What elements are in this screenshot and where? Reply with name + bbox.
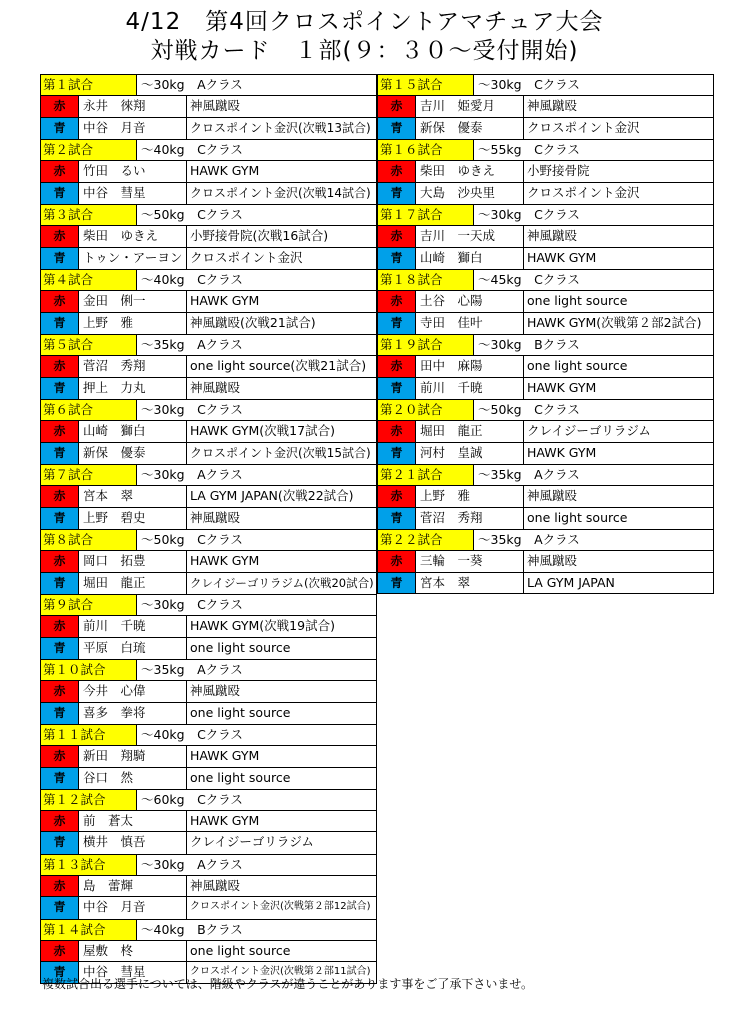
blue-fighter-team: one light source	[527, 509, 628, 525]
match-header	[41, 335, 376, 356]
red-corner-label: 赤	[41, 746, 79, 766]
red-corner-label: 赤	[378, 486, 416, 506]
red-fighter-name: 田中 麻陽	[416, 356, 524, 376]
blue-fighter-team: one light source	[190, 769, 291, 785]
blue-fighter-name: 新保 優泰	[416, 118, 524, 139]
red-fighter-team: LA GYM JAPAN(次戦22試合)	[190, 488, 354, 504]
match-header	[378, 205, 713, 226]
red-corner-label: 赤	[41, 96, 79, 116]
blue-fighter-team: クロスポイント金沢(次戦13試合)	[190, 120, 371, 135]
blue-corner-label: 青	[41, 508, 79, 529]
match-header	[41, 270, 376, 291]
blue-fighter-name: 横井 慎吾	[79, 832, 187, 853]
blue-fighter-team: クロスポイント金沢(次戦14試合)	[190, 185, 371, 200]
match-header	[378, 400, 713, 421]
red-fighter-name: 土谷 心陽	[416, 291, 524, 311]
blue-fighter-name: 上野 雅	[79, 313, 187, 334]
red-corner-row	[41, 421, 376, 442]
red-fighter-team: 神風蹴殴	[190, 878, 241, 894]
match-number: 第１３試合	[41, 855, 137, 875]
red-fighter-name: 屋敷 柊	[79, 941, 187, 961]
red-corner-row	[41, 96, 376, 117]
page-subtitle: 対戦カード １部(９：３０～受付開始)	[150, 38, 579, 64]
blue-corner-label: 青	[378, 378, 416, 399]
blue-fighter-name: 山崎 獅白	[416, 248, 524, 269]
red-corner-label: 赤	[378, 421, 416, 441]
match-class: ～30kg Aクラス	[141, 466, 243, 482]
red-fighter-team: one light source	[190, 943, 291, 959]
blue-corner-row	[378, 573, 713, 594]
match-card	[40, 399, 377, 464]
red-corner-label: 赤	[41, 356, 79, 376]
red-corner-row	[378, 291, 713, 312]
red-corner-row	[378, 356, 713, 377]
match-header	[378, 140, 713, 161]
blue-corner-label: 青	[41, 768, 79, 789]
red-corner-label: 赤	[41, 291, 79, 311]
match-number: 第１５試合	[378, 75, 474, 95]
blue-corner-label: 青	[378, 248, 416, 269]
red-corner-row	[41, 486, 376, 507]
red-fighter-team: one light source(次戦21試合)	[190, 358, 367, 374]
match-card	[377, 529, 714, 594]
match-header	[41, 920, 376, 941]
match-card	[40, 659, 377, 724]
red-corner-row	[41, 226, 376, 247]
blue-fighter-team: HAWK GYM(次戦第２部2試合)	[527, 314, 702, 330]
red-corner-label: 赤	[41, 421, 79, 441]
match-header	[378, 75, 713, 96]
red-corner-row	[41, 876, 376, 897]
blue-fighter-team: クロスポイント金沢(次戦第２部12試合)	[190, 901, 371, 913]
red-corner-label: 赤	[41, 616, 79, 636]
match-card	[40, 139, 377, 204]
match-header	[378, 335, 713, 356]
blue-corner-label: 青	[41, 638, 79, 659]
match-class: ～35kg Aクラス	[478, 466, 580, 482]
red-corner-row	[41, 616, 376, 637]
blue-corner-row	[378, 118, 713, 139]
match-card	[377, 74, 714, 139]
blue-corner-row	[378, 508, 713, 529]
blue-corner-label: 青	[41, 118, 79, 139]
match-number: 第７試合	[41, 465, 137, 485]
match-number: 第２試合	[41, 140, 137, 160]
blue-fighter-team: 神風蹴殴	[190, 379, 241, 395]
red-corner-label: 赤	[378, 551, 416, 571]
match-header	[378, 530, 713, 551]
match-header	[41, 855, 376, 876]
red-corner-row	[41, 941, 376, 962]
red-corner-label: 赤	[41, 811, 79, 831]
match-number: 第８試合	[41, 530, 137, 550]
blue-corner-label: 青	[41, 378, 79, 399]
blue-fighter-team: one light source	[190, 704, 291, 720]
red-fighter-name: 三輪 一葵	[416, 551, 524, 571]
red-fighter-team: HAWK GYM	[190, 813, 260, 829]
blue-corner-label: 青	[41, 703, 79, 724]
match-header	[41, 595, 376, 616]
blue-fighter-team: クロスポイント金沢	[527, 184, 640, 200]
match-class: ～30kg Cクラス	[478, 206, 580, 222]
red-fighter-team: HAWK GYM	[190, 293, 260, 309]
red-fighter-name: 堀田 龍正	[416, 421, 524, 441]
red-fighter-team: 神風蹴殴	[190, 683, 241, 699]
left-match-column	[40, 74, 377, 984]
red-fighter-team: one light source	[527, 293, 628, 309]
match-card	[377, 139, 714, 204]
match-number: 第５試合	[41, 335, 137, 355]
blue-corner-row	[41, 508, 376, 529]
red-corner-row	[41, 746, 376, 767]
red-corner-label: 赤	[378, 356, 416, 376]
match-class: ～40kg Cクラス	[141, 726, 243, 742]
blue-fighter-team: クロスポイント金沢	[190, 249, 303, 265]
blue-fighter-team: クレイジーゴリラジム	[190, 834, 314, 850]
match-number: 第９試合	[41, 595, 137, 615]
blue-fighter-team: 神風蹴殴	[190, 509, 241, 525]
match-number: 第２２試合	[378, 530, 474, 550]
blue-corner-label: 青	[41, 183, 79, 204]
match-header	[378, 465, 713, 486]
blue-corner-label: 青	[41, 443, 79, 464]
blue-fighter-name: 前川 千暁	[416, 378, 524, 399]
red-corner-row	[41, 811, 376, 832]
match-header	[378, 270, 713, 291]
match-header	[41, 530, 376, 551]
blue-corner-row	[41, 573, 376, 594]
blue-corner-row	[41, 768, 376, 789]
red-corner-label: 赤	[41, 681, 79, 701]
match-class: ～35kg Aクラス	[478, 531, 580, 547]
blue-corner-row	[378, 378, 713, 399]
match-card	[40, 854, 377, 919]
blue-corner-label: 青	[378, 313, 416, 334]
blue-fighter-team: HAWK GYM	[527, 379, 597, 395]
blue-corner-row	[41, 832, 376, 853]
red-fighter-team: 神風蹴殴	[527, 553, 578, 569]
red-corner-row	[41, 161, 376, 182]
match-number: 第１４試合	[41, 920, 137, 940]
red-corner-label: 赤	[41, 161, 79, 181]
match-number: 第１９試合	[378, 335, 474, 355]
blue-corner-row	[378, 313, 713, 334]
match-header	[41, 140, 376, 161]
match-number: 第６試合	[41, 400, 137, 420]
match-class: ～50kg Cクラス	[141, 531, 243, 547]
red-corner-label: 赤	[41, 876, 79, 896]
blue-corner-label: 青	[41, 573, 79, 594]
red-fighter-team: HAWK GYM	[190, 163, 260, 179]
red-corner-label: 赤	[41, 941, 79, 961]
blue-fighter-team: クロスポイント金沢(次戦15試合)	[190, 445, 371, 460]
blue-fighter-name: 菅沼 秀翔	[416, 508, 524, 529]
red-fighter-name: 吉川 一天成	[416, 226, 524, 246]
match-class: ～50kg Cクラス	[141, 206, 243, 222]
blue-corner-row	[41, 183, 376, 204]
match-class: ～30kg Bクラス	[478, 336, 580, 352]
red-fighter-name: 今井 心偉	[79, 681, 187, 701]
blue-corner-label: 青	[41, 962, 79, 982]
red-fighter-team: HAWK GYM(次戦19試合)	[190, 618, 335, 634]
match-card	[377, 399, 714, 464]
match-class: ～30kg Cクラス	[141, 401, 243, 417]
red-fighter-name: 宮本 翠	[79, 486, 187, 506]
blue-corner-label: 青	[41, 248, 79, 269]
match-header	[41, 660, 376, 681]
blue-fighter-name: 宮本 翠	[416, 573, 524, 593]
red-corner-label: 赤	[378, 161, 416, 181]
match-class: ～30kg Aクラス	[141, 856, 243, 872]
red-fighter-name: 竹田 るい	[79, 161, 187, 181]
match-card	[40, 594, 377, 659]
blue-corner-label: 青	[378, 573, 416, 593]
red-corner-row	[378, 421, 713, 442]
match-card	[377, 334, 714, 399]
blue-corner-row	[41, 248, 376, 269]
match-card	[40, 74, 377, 139]
red-fighter-name: 岡口 拓豊	[79, 551, 187, 571]
match-class: ～30kg Cクラス	[478, 77, 580, 92]
blue-fighter-team: クレイジーゴリラジム(次戦20試合)	[190, 575, 374, 590]
blue-fighter-team: one light source	[190, 639, 291, 655]
blue-fighter-name: 平原 白琉	[79, 638, 187, 659]
blue-fighter-name: 寺田 佳叶	[416, 313, 524, 334]
match-class: ～35kg Aクラス	[141, 661, 243, 677]
red-fighter-name: 山崎 獅白	[79, 421, 187, 441]
match-number: 第１１試合	[41, 725, 137, 745]
match-header	[41, 205, 376, 226]
match-header	[41, 790, 376, 811]
match-number: 第１試合	[41, 75, 137, 95]
match-class: ～40kg Cクラス	[141, 271, 243, 287]
red-corner-label: 赤	[378, 291, 416, 311]
match-number: 第２０試合	[378, 400, 474, 420]
red-fighter-team: one light source	[527, 358, 628, 374]
match-card	[377, 464, 714, 529]
red-fighter-name: 金田 俐一	[79, 291, 187, 311]
match-number: 第３試合	[41, 205, 137, 225]
blue-fighter-team: LA GYM JAPAN	[527, 574, 615, 590]
red-fighter-name: 島 蕾輝	[79, 876, 187, 896]
red-corner-label: 赤	[378, 96, 416, 116]
blue-corner-label: 青	[378, 118, 416, 139]
red-corner-row	[378, 161, 713, 182]
red-corner-row	[41, 291, 376, 312]
match-class: ～30kg Aクラス	[141, 77, 243, 92]
red-corner-row	[378, 226, 713, 247]
blue-fighter-name: 大島 沙央里	[416, 183, 524, 204]
red-fighter-name: 上野 雅	[416, 486, 524, 506]
blue-fighter-name: 中谷 彗星	[79, 183, 187, 204]
blue-corner-label: 青	[378, 443, 416, 464]
match-class: ～35kg Aクラス	[141, 336, 243, 352]
match-number: 第１７試合	[378, 205, 474, 225]
red-corner-label: 赤	[41, 486, 79, 506]
blue-corner-label: 青	[378, 183, 416, 204]
red-fighter-team: 小野接骨院	[527, 163, 590, 179]
right-match-column	[377, 74, 714, 594]
red-fighter-team: HAWK GYM	[190, 748, 260, 764]
blue-corner-label: 青	[41, 832, 79, 853]
blue-corner-row	[378, 248, 713, 269]
red-corner-row	[41, 356, 376, 377]
blue-fighter-name: 河村 皇誠	[416, 443, 524, 464]
match-card	[40, 269, 377, 334]
blue-corner-row	[41, 443, 376, 464]
match-card	[40, 464, 377, 529]
match-header	[41, 725, 376, 746]
blue-fighter-name: 堀田 龍正	[79, 573, 187, 594]
red-corner-row	[41, 551, 376, 572]
blue-fighter-name: 上野 碧史	[79, 508, 187, 529]
red-fighter-name: 永井 徠翔	[79, 96, 187, 116]
match-number: 第２１試合	[378, 465, 474, 485]
footer-note: 複数試合出る選手については、階級やクラスが違うことがあります事をご了承下さいませ。	[42, 977, 534, 991]
red-fighter-name: 吉川 姫愛月	[416, 96, 524, 116]
match-card	[40, 204, 377, 269]
match-number: 第１６試合	[378, 140, 474, 160]
red-corner-label: 赤	[378, 226, 416, 246]
blue-fighter-team: クロスポイント金沢(次戦第２部11試合)	[190, 966, 371, 978]
match-card	[377, 204, 714, 269]
match-card	[40, 724, 377, 789]
match-class: ～60kg Cクラス	[141, 791, 243, 807]
match-class: ～40kg Cクラス	[141, 141, 243, 157]
red-corner-row	[41, 681, 376, 702]
blue-corner-label: 青	[41, 313, 79, 334]
red-fighter-team: クレイジーゴリラジム	[527, 423, 651, 439]
match-class: ～40kg Bクラス	[141, 921, 243, 937]
red-fighter-team: 神風蹴殴	[190, 98, 241, 114]
blue-fighter-name: 中谷 月音	[79, 118, 187, 139]
match-number: 第１０試合	[41, 660, 137, 680]
blue-corner-row	[378, 183, 713, 204]
blue-corner-row	[41, 638, 376, 659]
red-fighter-name: 菅沼 秀翔	[79, 356, 187, 376]
blue-corner-label: 青	[378, 508, 416, 529]
blue-fighter-name: 押上 力丸	[79, 378, 187, 399]
match-number: 第１８試合	[378, 270, 474, 290]
blue-fighter-name: 中谷 彗星	[79, 962, 187, 982]
blue-fighter-name: 喜多 拳将	[79, 703, 187, 724]
match-header	[41, 400, 376, 421]
match-card	[40, 334, 377, 399]
match-card	[40, 789, 377, 854]
match-card	[377, 269, 714, 334]
match-number: 第４試合	[41, 270, 137, 290]
blue-fighter-team: HAWK GYM	[527, 249, 597, 265]
blue-fighter-team: HAWK GYM	[527, 444, 597, 460]
match-class: ～50kg Cクラス	[478, 401, 580, 417]
match-number: 第１２試合	[41, 790, 137, 810]
red-fighter-name: 前 蒼太	[79, 811, 187, 831]
red-fighter-name: 前川 千暁	[79, 616, 187, 636]
blue-fighter-name: 中谷 月音	[79, 897, 187, 918]
red-fighter-team: 神風蹴殴	[527, 98, 578, 114]
red-fighter-team: 小野接骨院(次戦16試合)	[190, 228, 329, 244]
red-corner-row	[378, 486, 713, 507]
blue-corner-row	[41, 118, 376, 139]
blue-corner-row	[41, 313, 376, 334]
red-corner-label: 赤	[41, 226, 79, 246]
red-corner-row	[378, 96, 713, 117]
blue-corner-row	[41, 897, 376, 918]
blue-corner-row	[41, 703, 376, 724]
blue-corner-row	[378, 443, 713, 464]
blue-fighter-name: 新保 優泰	[79, 443, 187, 464]
red-fighter-team: HAWK GYM	[190, 553, 260, 569]
match-class: ～55kg Cクラス	[478, 141, 580, 157]
red-fighter-name: 新田 翔騎	[79, 746, 187, 766]
match-class: ～30kg Cクラス	[141, 596, 243, 612]
page-title: 4/12 第4回クロスポイントアマチュア大会	[125, 9, 604, 35]
red-corner-label: 赤	[41, 551, 79, 571]
match-class: ～45kg Cクラス	[478, 271, 580, 287]
match-header	[41, 465, 376, 486]
blue-fighter-name: 谷口 然	[79, 768, 187, 789]
red-fighter-team: 神風蹴殴	[527, 488, 578, 504]
match-card	[40, 529, 377, 594]
red-fighter-team: 神風蹴殴	[527, 228, 578, 244]
match-card	[40, 919, 377, 984]
blue-fighter-team: クロスポイント金沢	[527, 119, 640, 135]
red-corner-row	[378, 551, 713, 572]
blue-corner-label: 青	[41, 897, 79, 918]
match-header	[41, 75, 376, 96]
blue-corner-row	[41, 378, 376, 399]
red-fighter-name: 柴田 ゆきえ	[416, 161, 524, 181]
blue-fighter-name: トゥン・アーヨン	[79, 248, 187, 269]
blue-fighter-team: 神風蹴殴(次戦21試合)	[190, 314, 316, 330]
red-fighter-team: HAWK GYM(次戦17試合)	[190, 423, 335, 439]
red-fighter-name: 柴田 ゆきえ	[79, 226, 187, 246]
